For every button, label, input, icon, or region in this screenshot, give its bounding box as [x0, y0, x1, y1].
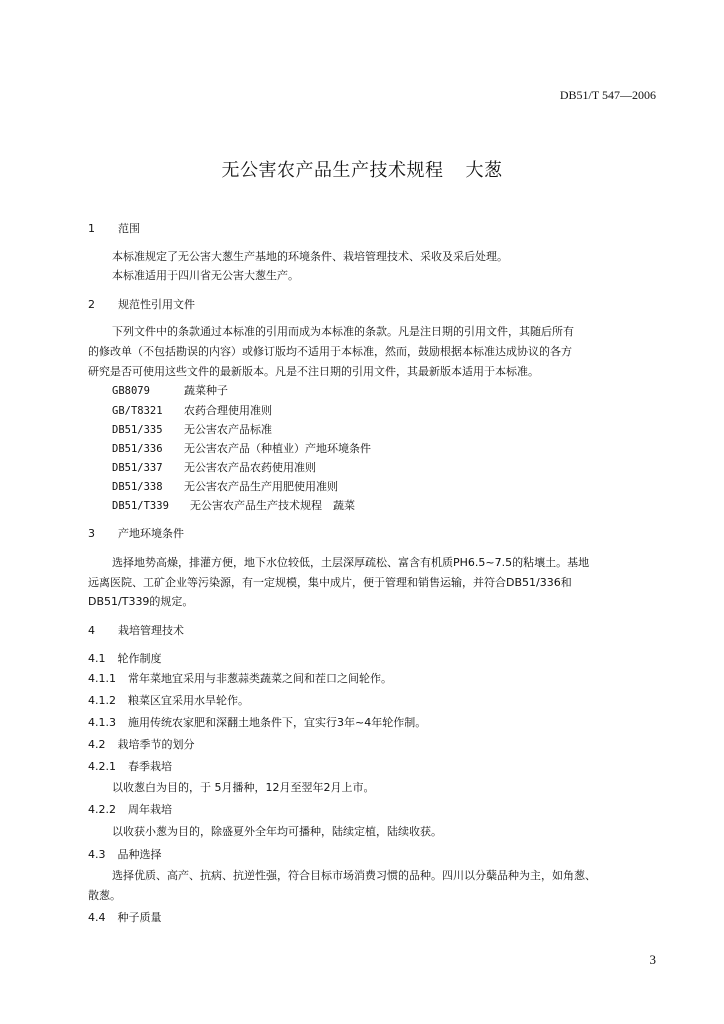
clause — [88, 694, 249, 708]
section-title: 范围 — [118, 222, 140, 235]
subsection-title: 轮作制度 — [117, 652, 162, 665]
reference-name: 无公害农产品生产技术规程 蔬菜 — [190, 499, 355, 512]
section-2-heading — [88, 298, 195, 312]
paragraph-line: 下列文件中的条款通过本标准的引用而成为本标准的条款。凡是注日期的引用文件，其随后所有 — [112, 325, 574, 338]
reference-item — [112, 499, 355, 513]
document-code: DB51/T 547—2006 — [559, 88, 656, 102]
paragraph-line: 散葱。 — [88, 889, 121, 902]
section-number: 2 — [88, 298, 95, 311]
subsection-number: 4.2 — [88, 738, 106, 751]
subsection-title: 种子质量 — [117, 911, 162, 924]
paragraph: 以收获小葱为目的，除盛夏外全年均可播种，陆续定植，陆续收获。 — [112, 825, 442, 838]
paragraph-line: 选择优质、高产、抗病、抗逆性强，符合目标市场消费习惯的品种。四川以分蘖品种为主，如角葱、 — [112, 869, 596, 882]
clause-number: 4.1.1 — [88, 672, 116, 685]
reference-name: 蔬菜种子 — [184, 384, 228, 397]
reference-name: 无公害农产品生产用肥使用准则 — [184, 480, 338, 493]
title-main: 无公害农产品生产技术规程 — [221, 160, 444, 181]
clause — [88, 716, 426, 730]
reference-item — [112, 423, 272, 437]
subsection-number: 4.1 — [88, 652, 106, 665]
reference-item — [112, 442, 371, 456]
paragraph-line: 研究是否可使用这些文件的最新版本。凡是不注日期的引用文件，其最新版本适用于本标准。 — [88, 365, 539, 378]
clause-text: 施用传统农家肥和深翻土地条件下，宜实行3年~4年轮作制。 — [128, 716, 427, 729]
paragraph-line: DB51/T339的规定。 — [88, 595, 194, 608]
paragraph-line: 选择地势高燥，排灌方便，地下水位较低，土层深厚疏松、富含有机质PH6.5~7.5的粘壤土。基地 — [112, 556, 590, 569]
clause — [88, 672, 392, 686]
reference-name: 无公害农产品农药使用准则 — [184, 461, 316, 474]
paragraph-line: 的修改单（不包括勘误的内容）或修订版均不适用于本标准，然而，鼓励根据本标准达成协议的各方 — [88, 345, 572, 358]
subsection-heading — [88, 911, 162, 925]
clause-text: 常年菜地宜采用与非葱蒜类蔬菜之间和茬口之间轮作。 — [128, 672, 392, 685]
paragraph: 以收葱白为目的，于 5月播种，12月至翌年2月上市。 — [112, 781, 375, 794]
clause-number: 4.2.1 — [88, 760, 116, 773]
clause-number: 4.1.3 — [88, 716, 116, 729]
page-number: 3 — [649, 952, 656, 967]
section-1-heading — [88, 222, 140, 236]
reference-item — [112, 461, 316, 475]
clause-title: 春季栽培 — [128, 760, 172, 773]
clause-text: 粮菜区宜采用水旱轮作。 — [128, 694, 249, 707]
reference-item — [112, 480, 338, 494]
section-number: 4 — [88, 624, 95, 637]
reference-code: GB/T8321 — [112, 405, 163, 417]
reference-code: DB51/335 — [112, 424, 163, 436]
subsection-heading — [88, 848, 162, 862]
subsection-heading — [88, 738, 195, 752]
reference-name: 无公害农产品标准 — [184, 423, 272, 436]
subsection-number: 4.4 — [88, 911, 106, 924]
subsection-heading — [88, 652, 162, 666]
section-title: 规范性引用文件 — [118, 298, 195, 311]
clause-heading — [88, 760, 172, 774]
section-3-heading — [88, 527, 184, 541]
section-number: 1 — [88, 222, 95, 235]
subsection-number: 4.3 — [88, 848, 106, 861]
subsection-title: 栽培季节的划分 — [117, 738, 195, 751]
title-sub: 大葱 — [465, 160, 503, 181]
paragraph: 本标准适用于四川省无公害大葱生产。 — [112, 269, 299, 282]
reference-name: 无公害农产品（种植业）产地环境条件 — [184, 442, 371, 455]
paragraph-line: 远离医院、工矿企业等污染源，有一定规模，集中成片，便于管理和销售运输，并符合DB51/336和 — [88, 576, 572, 589]
reference-code: GB8079 — [112, 385, 150, 397]
reference-code: DB51/338 — [112, 481, 163, 493]
clause-title: 周年栽培 — [128, 803, 172, 816]
section-title: 产地环境条件 — [118, 527, 184, 540]
document-title — [0, 156, 724, 182]
section-number: 3 — [88, 527, 95, 540]
reference-code: DB51/336 — [112, 443, 163, 455]
clause-heading — [88, 803, 172, 817]
section-title: 栽培管理技术 — [118, 624, 184, 637]
reference-item — [112, 384, 228, 398]
clause-number: 4.2.2 — [88, 803, 116, 816]
section-4-heading — [88, 624, 184, 638]
clause-number: 4.1.2 — [88, 694, 116, 707]
reference-item — [112, 404, 272, 418]
reference-code: DB51/337 — [112, 462, 163, 474]
reference-name: 农药合理使用准则 — [184, 404, 272, 417]
paragraph: 本标准规定了无公害大葱生产基地的环境条件、栽培管理技术、采收及采后处理。 — [112, 250, 508, 263]
subsection-title: 品种选择 — [117, 848, 162, 861]
reference-code: DB51/T339 — [112, 500, 169, 512]
